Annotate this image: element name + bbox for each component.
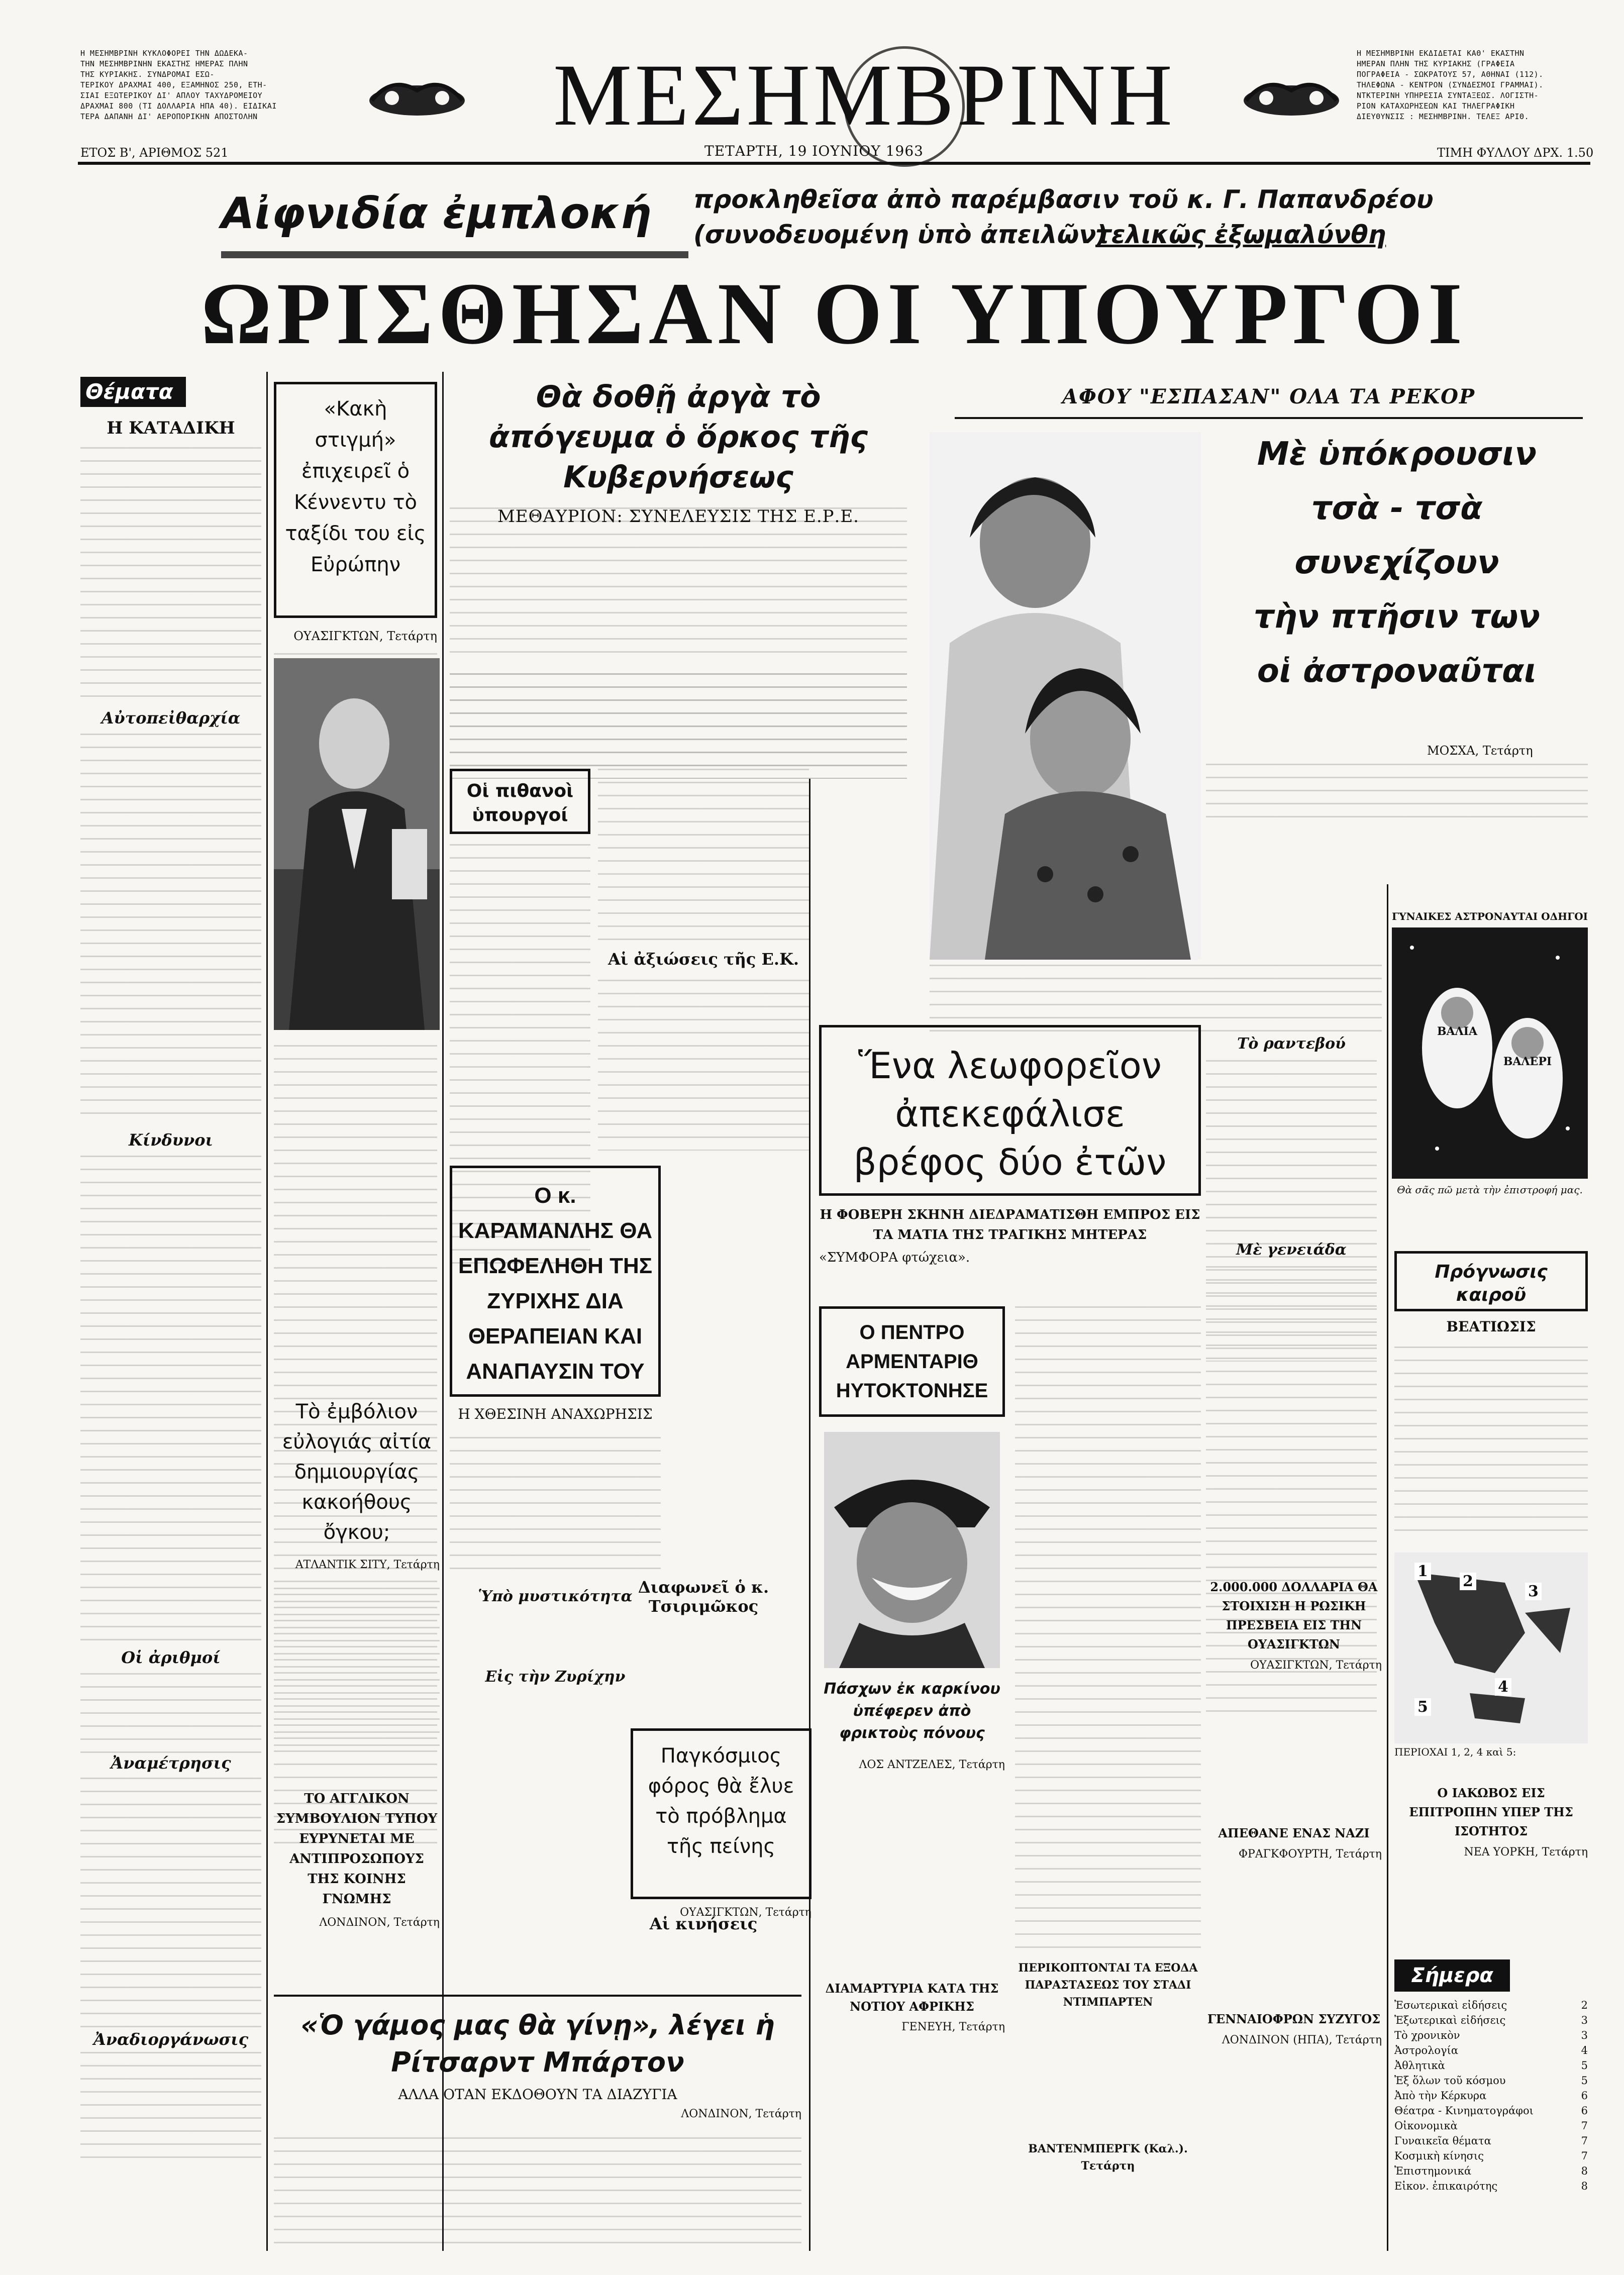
- karamanlis-sub2: Εἰς τὴν Ζυρίχην: [485, 1668, 626, 1686]
- cartoon-name-valeri: ΒΑΛΕΡΙ: [1503, 1055, 1552, 1068]
- hunger-dateline: ΟΥΑΣΙΓΚΤΩΝ, Τετάρτη: [680, 1906, 811, 1919]
- astronaut-photo: [930, 432, 1201, 960]
- cabinet-headline: Θὰ δοθῇ ἀργὰ τὸ ἀπόγευμα ὁ ὅρκος τῆς Κυβερνήσεως: [488, 379, 868, 495]
- astronauts-sub1: Τὸ ραντεβού: [1237, 1035, 1346, 1053]
- disagree-title: Διαφωνεῖ ὁ κ. Τσιριμῶκος: [638, 1578, 769, 1616]
- today-index: [1394, 1959, 1588, 2261]
- weather-sub1: ΒΕΑΤΙΩΣΙΣ: [1446, 1318, 1536, 1335]
- iakovos-headline: Ο ΙΑΚΩΒΟΣ ΕΙΣ ΕΠΙΤΡΟΠΗΝ ΥΠΕΡ ΤΗΣ ΙΣΟΤΗΤΟΣ: [1409, 1786, 1573, 1838]
- iakovos-article: [1394, 1784, 1588, 1934]
- press-council-article: [274, 1789, 440, 1939]
- top-story-deck-line1: προκληθεῖσα ἀπὸ παρέμβασιν τοῦ κ. Γ. Παπανδρέου: [693, 185, 1434, 214]
- cartoon-drawing: [1392, 927, 1588, 1179]
- vaccine-headline: Τὸ ἐμβόλιον εὐλογιάς αἰτία δημιουργίας κακοήθους ὄγκου;: [282, 1400, 432, 1544]
- column-rule: [809, 779, 810, 2251]
- astronauts-headline: [1206, 427, 1588, 739]
- today-index-label: Ἀθλητικὰ: [1394, 2059, 1445, 2072]
- today-index-label: Γυναικεῖα θέματα: [1394, 2135, 1491, 2147]
- astronauts-headline-line4: τὴν πτῆσιν των: [1253, 598, 1541, 636]
- karamanlis-subhead: Η ΧΘΕΣΙΝΗ ΑΝΑΧΩΡΗΣΙΣ: [458, 1406, 653, 1422]
- astronauts-banner: ΑΦΟΥ "ΕΣΠΑΣΑΝ" ΟΛΑ ΤΑ ΡΕΚΟΡ: [955, 377, 1583, 419]
- today-index-label: Τὸ χρονικὸν: [1394, 2029, 1460, 2041]
- masthead-right-info: Η ΜΕΣΗΜΒΡΙΝΗ ΕΚΔΙΔΕΤΑΙ ΚΑΘ' ΕΚΑΣΤΗΝ ΗΜΕΡΑΝ ΠΛΗΝ ΤΗΣ ΚΥΡΙΑΚΗΣ (ΓΡΑΦΕΙΑ ΠΟΓΡΑΦΕΙΑ - ΣΩΚΡΑΤΟΥΣ 57, ΑΘΗΝΑΙ (112). ΤΗΛΕΦΩΝΑ - ΚΕΝΤΡΟΝ (ΣΥΝΔΕΣΜΟΙ ΓΡΑΜΜΑΙ). ΝΤΚΤΕΡΙΝΗ ΥΠΗΡΕΣΙΑ ΣΥΝΤΑΞΕΩΣ. ΛΟΓΙΣΤΗ- ΡΙΟΝ ΚΑΤΑΧΩΡΗΣΕΩΝ ΚΑΙ ΤΗΛΕΓΡΑΦΙΚΗ ΔΙΕΥΘΥΝΣΙΣ : ΜΕΣΗΜΒΡΙΝΗ. ΤΕΛΕΞ ΑΡΙΘ.: [1357, 49, 1544, 121]
- cartoon-caption: Θὰ σᾶς πῶ μετὰ τὴν ἐπιστροφή μας.: [1397, 1184, 1583, 1196]
- nazi-headline: ΑΠΕΘΑΝΕ ΕΝΑΣ ΝΑΖΙ: [1218, 1826, 1370, 1840]
- weather-region-1: 1: [1414, 1563, 1431, 1580]
- cabinet-article: [450, 377, 907, 779]
- vaccine-article: [274, 1397, 440, 1748]
- stadium-headline: ΠΕΡΙΚΟΠΤΟΝΤΑΙ ΤΑ ΕΞΟΔΑ ΠΑΡΑΣΤΑΣΕΩΣ ΤΟΥ ΣΤΑΔΙ ΝΤΙΜΠΑΡΤΕΝ: [1018, 1961, 1198, 2009]
- today-index-label: Ἐπιστημονικά: [1394, 2165, 1472, 2177]
- armendariz-photo: [824, 1432, 1000, 1668]
- today-index-page: 2: [1581, 1999, 1588, 2011]
- astronaut-cartoon: [1392, 909, 1588, 1241]
- today-index-page: 6: [1581, 2105, 1588, 2117]
- karamanlis-headline: Ο κ. ΚΑΡΑΜΑΝΛΗΣ ΘΑ ΕΠΩΦΕΛΗΘΗ ΤΗΣ ΖΥΡΙΧΗΣ ΔΙΑ ΘΕΡΑΠΕΙΑΝ ΚΑΙ ΑΝΑΠΑΥΣΙΝ ΤΟΥ: [450, 1166, 661, 1397]
- today-index-label: Θέατρα - Κινηματογράφοι: [1394, 2105, 1534, 2117]
- wife-dateline: ΛΟΝΔΙΝΟΝ (ΗΠΑ), Τετάρτη: [1222, 2034, 1382, 2046]
- today-index-label: Οἰκονομικὰ: [1394, 2120, 1458, 2132]
- themata-sub-autopeitharchia: Αὐτοπεἰθαρχία: [101, 708, 241, 728]
- hunger-headline: Παγκόσμιος φόρος θὰ ἔλυε τὸ πρόβλημα τῆς πείνης: [631, 1728, 811, 1899]
- baby-article: [819, 1025, 1201, 1296]
- rita-article: [274, 1995, 801, 2258]
- column-rule: [266, 372, 268, 2251]
- armendariz-caption: Πάσχων ἐκ καρκίνου ὑπέφερεν ἀπὸ φρικτοὺς πόνους: [824, 1680, 1000, 1742]
- kennedy-dateline: ΟΥΑΣΙΓΚΤΩΝ, Τετάρτη: [293, 629, 437, 643]
- weather-map-caption: ΠΕΡΙΟΧΑΙ 1, 2, 4 καὶ 5:: [1394, 1746, 1516, 1758]
- armendariz-dateline: ΛΟΣ ΑΝΤΖΕΛΕΣ, Τετάρτη: [859, 1759, 1005, 1771]
- today-index-item: [1394, 2133, 1588, 2148]
- today-index-page: 3: [1581, 2029, 1588, 2041]
- today-index-item: [1394, 2179, 1588, 2194]
- publication-date: ΤΕΤΑΡΤΗ, 19 ΙΟΥΝΙΟΥ 1963: [704, 143, 924, 159]
- main-headline: ΩΡΙΣΘΗΣΑΝ ΟΙ ΥΠΟΥΡΓΟΙ: [200, 265, 1468, 363]
- astronauts-headline-line3: συνεχίζουν: [1294, 544, 1499, 581]
- cartoon-title: ΓΥΝΑΙΚΕΣ ΑΣΤΡΟΝΑΥΤΑΙ ΟΔΗΓΟΙ: [1392, 910, 1588, 922]
- nazi-article: [1206, 1824, 1382, 1924]
- press-council-dateline: ΛΟΝΔΙΝΟΝ, Τετάρτη: [319, 1916, 440, 1929]
- masthead-emblem-right: [1236, 70, 1347, 126]
- today-index-page: 5: [1581, 2059, 1588, 2072]
- price: ΤΙΜΗ ΦΥΛΛΟΥ ΔΡΧ. 1.50: [1437, 146, 1594, 160]
- vaccine-dateline: ΑΤΛΑΝΤΙΚ ΣΙΤΥ, Τετάρτη: [295, 1559, 440, 1571]
- today-index-page: 5: [1581, 2075, 1588, 2087]
- column-rule: [442, 372, 444, 2251]
- issue-number: ΕΤΟΣ Β', ΑΡΙΘΜΟΣ 521: [80, 146, 229, 160]
- rita-dateline: ΛΟΝΔΙΝΟΝ, Τετάρτη: [681, 2108, 801, 2120]
- stadium-article: [1015, 1959, 1201, 2060]
- today-index-label: Ἐσωτερικαὶ εἰδήσεις: [1394, 1999, 1507, 2011]
- karamanlis-article: [450, 1166, 661, 1668]
- masthead-emblem-left: [362, 70, 472, 126]
- wife-headline: ΓΕΝΝΑΙΟΦΡΩΝ ΣΥΖΥΓΟΣ: [1207, 2012, 1381, 2026]
- hunger-article: [631, 1728, 811, 1990]
- ministers-box-title: Οἱ πιθανοὶ ὑπουργοί: [450, 769, 590, 834]
- kennedy-photo: [274, 658, 440, 1030]
- today-index-item: [1394, 2043, 1588, 2058]
- today-index-page: 8: [1581, 2180, 1588, 2192]
- top-story-deck-line2b: τελικῶς ἐξωμαλύνθη: [1095, 220, 1386, 249]
- today-index-page: 4: [1581, 2044, 1588, 2056]
- astronauts-headline-line1: Μὲ ὑπόκρουσιν: [1257, 436, 1537, 473]
- today-index-page: 7: [1581, 2120, 1588, 2132]
- today-index-item: [1394, 2148, 1588, 2163]
- weather-box: [1394, 1251, 1588, 1759]
- baby-headline: Ἕνα λεωφορεῖον ἀπεκεφάλισε βρέφος δύο ἐτῶν: [819, 1025, 1201, 1196]
- today-index-label: Ἐξωτερικαὶ εἰδήσεις: [1394, 2014, 1506, 2026]
- astronauts-headline-line2: τσὰ - τσὰ: [1311, 490, 1483, 527]
- themata-sub-anadiorganosis: Ἀναδιοργάνωσις: [80, 2030, 261, 2049]
- today-index-page: 6: [1581, 2090, 1588, 2102]
- today-index-page: 3: [1581, 2014, 1588, 2026]
- today-index-page: 7: [1581, 2150, 1588, 2162]
- embassy-dateline: ΟΥΑΣΙΓΚΤΩΝ, Τετάρτη: [1250, 1659, 1382, 1672]
- today-index-page: 7: [1581, 2135, 1588, 2147]
- press-council-headline: ΤΟ ΑΓΓΛΙΚΟΝ ΣΥΜΒΟΥΛΙΟΝ ΤΥΠΟΥ ΕΥΡΥΝΕΤΑΙ ΜΕ ΑΝΤΙΠΡΟΣΩΠΟΥΣ ΤΗΣ ΚΟΙΝΗΣ ΓΝΩΜΗΣ: [276, 1791, 438, 1907]
- today-index-item: [1394, 2088, 1588, 2103]
- cartoon-name-valia: ΒΑΛΙΑ: [1437, 1025, 1478, 1038]
- weather-region-4: 4: [1495, 1678, 1511, 1696]
- themata-sub-anametrisis: Ἀναμέτρησις: [80, 1753, 261, 1773]
- wife-article: [1206, 2010, 1382, 2110]
- column-rule: [1387, 884, 1388, 2251]
- themata-sub-kindynoi: Κίνδυνοι: [128, 1130, 214, 1150]
- claims-title: Αἱ ἀξιώσεις τῆς Ε.Κ.: [607, 950, 799, 969]
- embassy-article: [1206, 1578, 1382, 1728]
- rita-subhead: ΑΛΛΑ ΟΤΑΝ ΕΚΔΟΘΟΥΝ ΤΑ ΔΙΑΖΥΓΙΑ: [398, 2086, 677, 2103]
- weather-region-5: 5: [1414, 1698, 1431, 1716]
- weather-region-2: 2: [1460, 1573, 1476, 1590]
- today-index-item: [1394, 2103, 1588, 2118]
- kicker-underline: [221, 251, 688, 258]
- rita-headline: «Ὁ γάμος μας θὰ γίνῃ», λέγει ἡ Ρίτσαρντ Μπάρτον: [300, 2009, 775, 2078]
- today-index-list: [1394, 1998, 1588, 2194]
- today-index-label: Εἰκον. ἐπικαιρότης: [1394, 2180, 1498, 2192]
- south-africa-headline: ΔΙΑΜΑΡΤΥΡΙΑ ΚΑΤΑ ΤΗΣ ΝΟΤΙΟΥ ΑΦΡΙΚΗΣ: [825, 1981, 999, 2014]
- masthead-rule: [78, 162, 1590, 165]
- south-africa-dateline: ΓΕΝΕΥΗ, Τετάρτη: [901, 2021, 1005, 2033]
- today-index-item: [1394, 2058, 1588, 2073]
- moves-title: Αἱ κινήσεις: [649, 1914, 758, 1933]
- weather-region-3: 3: [1525, 1583, 1542, 1600]
- today-index-item: [1394, 2013, 1588, 2028]
- kennedy-headline: «Κακὴ στιγμή» ἐπιχειρεῖ ὁ Κέννεντυ τὸ ταξίδι του εἰς Εὐρώπην: [274, 382, 437, 618]
- vantenberg-article: [1015, 2140, 1201, 2241]
- today-index-label: Κοσμικὴ κίνησις: [1394, 2150, 1484, 2162]
- astronauts-headline-line5: οἱ ἀστροναῦται: [1257, 653, 1537, 690]
- astronauts-dateline: ΜΟΣΧΑ, Τετάρτη: [1427, 744, 1533, 758]
- karamanlis-sub1: Ὑπὸ μυστικότητα: [478, 1588, 633, 1605]
- masthead-left-info: Η ΜΕΣΗΜΒΡΙΝΗ ΚΥΚΛΟΦΟΡΕΙ ΤΗΝ ΔΩΔΕΚΑ- ΤΗΝ ΜΕΣΗΜΒΡΙΝΗΝ ΕΚΑΣΤΗΣ ΗΜΕΡΑΣ ΠΛΗΝ ΤΗΣ ΚΥΡΙΑΚΗΣ. ΣΥΝΔΡΟΜΑΙ ΕΣΩ- ΤΕΡΙΚΟΥ ΔΡΑΧΜΑΙ 400, ΕΞΑΜΗΝΟΣ 250, ΕΤΗ- ΣΙΑΙ ΕΞΩΤΕΡΙΚΟΥ ΔΙ' ΑΠΛΟΥ ΤΑΧΥΔΡΟΜΕΙΟΥ ΔΡΑΧΜΑΙ 800 (ΤΙ ΔΟΛΛΑΡΙΑ ΗΠΑ 40). ΕΙΔΙΚΑΙ ΤΕΡΑ ΔΑΠΑΝΗ ΔΙ' ΑΕΡΟΠΟΡΙΚΗΝ ΑΠΟΣΤΟΛΗΝ: [80, 49, 277, 121]
- today-index-item: [1394, 2118, 1588, 2133]
- today-index-item: [1394, 2028, 1588, 2043]
- iakovos-dateline: ΝΕΑ ΥΟΡΚΗ, Τετάρτη: [1464, 1846, 1588, 1858]
- today-index-label: Ἀπὸ τὴν Κέρκυρα: [1394, 2090, 1487, 2102]
- top-story-kicker: Αἰφνιδία ἐμπλοκή: [221, 188, 652, 239]
- top-story-deck-line2: (συνοδευομένη ὑπὸ ἀπειλῶν): [693, 220, 1108, 249]
- themata-sub-arithmoi: Οἱ ἀριθμοί: [121, 1648, 221, 1667]
- vantenberg-headline: ΒΑΝΤΕΝΜΠΕΡΓΚ (Καλ.). Τετάρτη: [1028, 2142, 1188, 2173]
- embassy-headline: 2.000.000 ΔΟΛΛΑΡΙΑ ΘΑ ΣΤΟΙΧΙΣΗ Η ΡΩΣΙΚΗ ΠΡΕΣΒΕΙΑ ΕΙΣ ΤΗΝ ΟΥΑΣΙΓΚΤΩΝ: [1210, 1580, 1378, 1651]
- armendariz-headline: Ο ΠΕΝΤΡΟ ΑΡΜΕΝΤΑΡΙΘ ΗΥΤΟΚΤΟΝΗΣΕ: [819, 1306, 1005, 1417]
- cabinet-subhead: ΜΕΘΑΥΡΙΟΝ: ΣΥΝΕΛΕΥΣΙΣ ΤΗΣ Ε.Ρ.Ε.: [497, 506, 859, 527]
- weather-title: Πρόγνωσις καιροῦ: [1394, 1251, 1588, 1311]
- south-africa-article: [819, 1980, 1005, 2080]
- today-index-item: [1394, 2073, 1588, 2088]
- today-index-title: Σήμερα: [1394, 1959, 1510, 1992]
- today-index-item: [1394, 1998, 1588, 2013]
- nazi-dateline: ΦΡΑΓΚΦΟΥΡΤΗ, Τετάρτη: [1238, 1848, 1382, 1860]
- themata-column: [80, 377, 261, 2251]
- masthead-title: ΜΕΣΗΜΒΡΙΝΗ: [553, 46, 1176, 144]
- today-index-label: Ἐξ ὅλων τοῦ κόσμου: [1394, 2075, 1506, 2087]
- today-index-item: [1394, 2163, 1588, 2179]
- themata-label: Θέματα: [80, 377, 186, 407]
- baby-subhead: Η ΦΟΒΕΡΗ ΣΚΗΝΗ ΔΙΕΔΡΑΜΑΤΙΣΘΗ ΕΜΠΡΟΣ ΕΙΣ ΤΑ ΜΑΤΙΑ ΤΗΣ ΤΡΑΓΙΚΗΣ ΜΗΤΕΡΑΣ: [820, 1207, 1200, 1243]
- themata-sub-katadiki: Η ΚΑΤΑΔΙΚΗ: [107, 418, 235, 438]
- baby-lead: «ΣΥΜΦΟΡΑ φτώχεια».: [819, 1250, 970, 1265]
- today-index-page: 8: [1581, 2165, 1588, 2177]
- astronauts-sub2: Μὲ γενειάδα: [1236, 1241, 1347, 1259]
- today-index-label: Ἀστρολογία: [1394, 2044, 1459, 2056]
